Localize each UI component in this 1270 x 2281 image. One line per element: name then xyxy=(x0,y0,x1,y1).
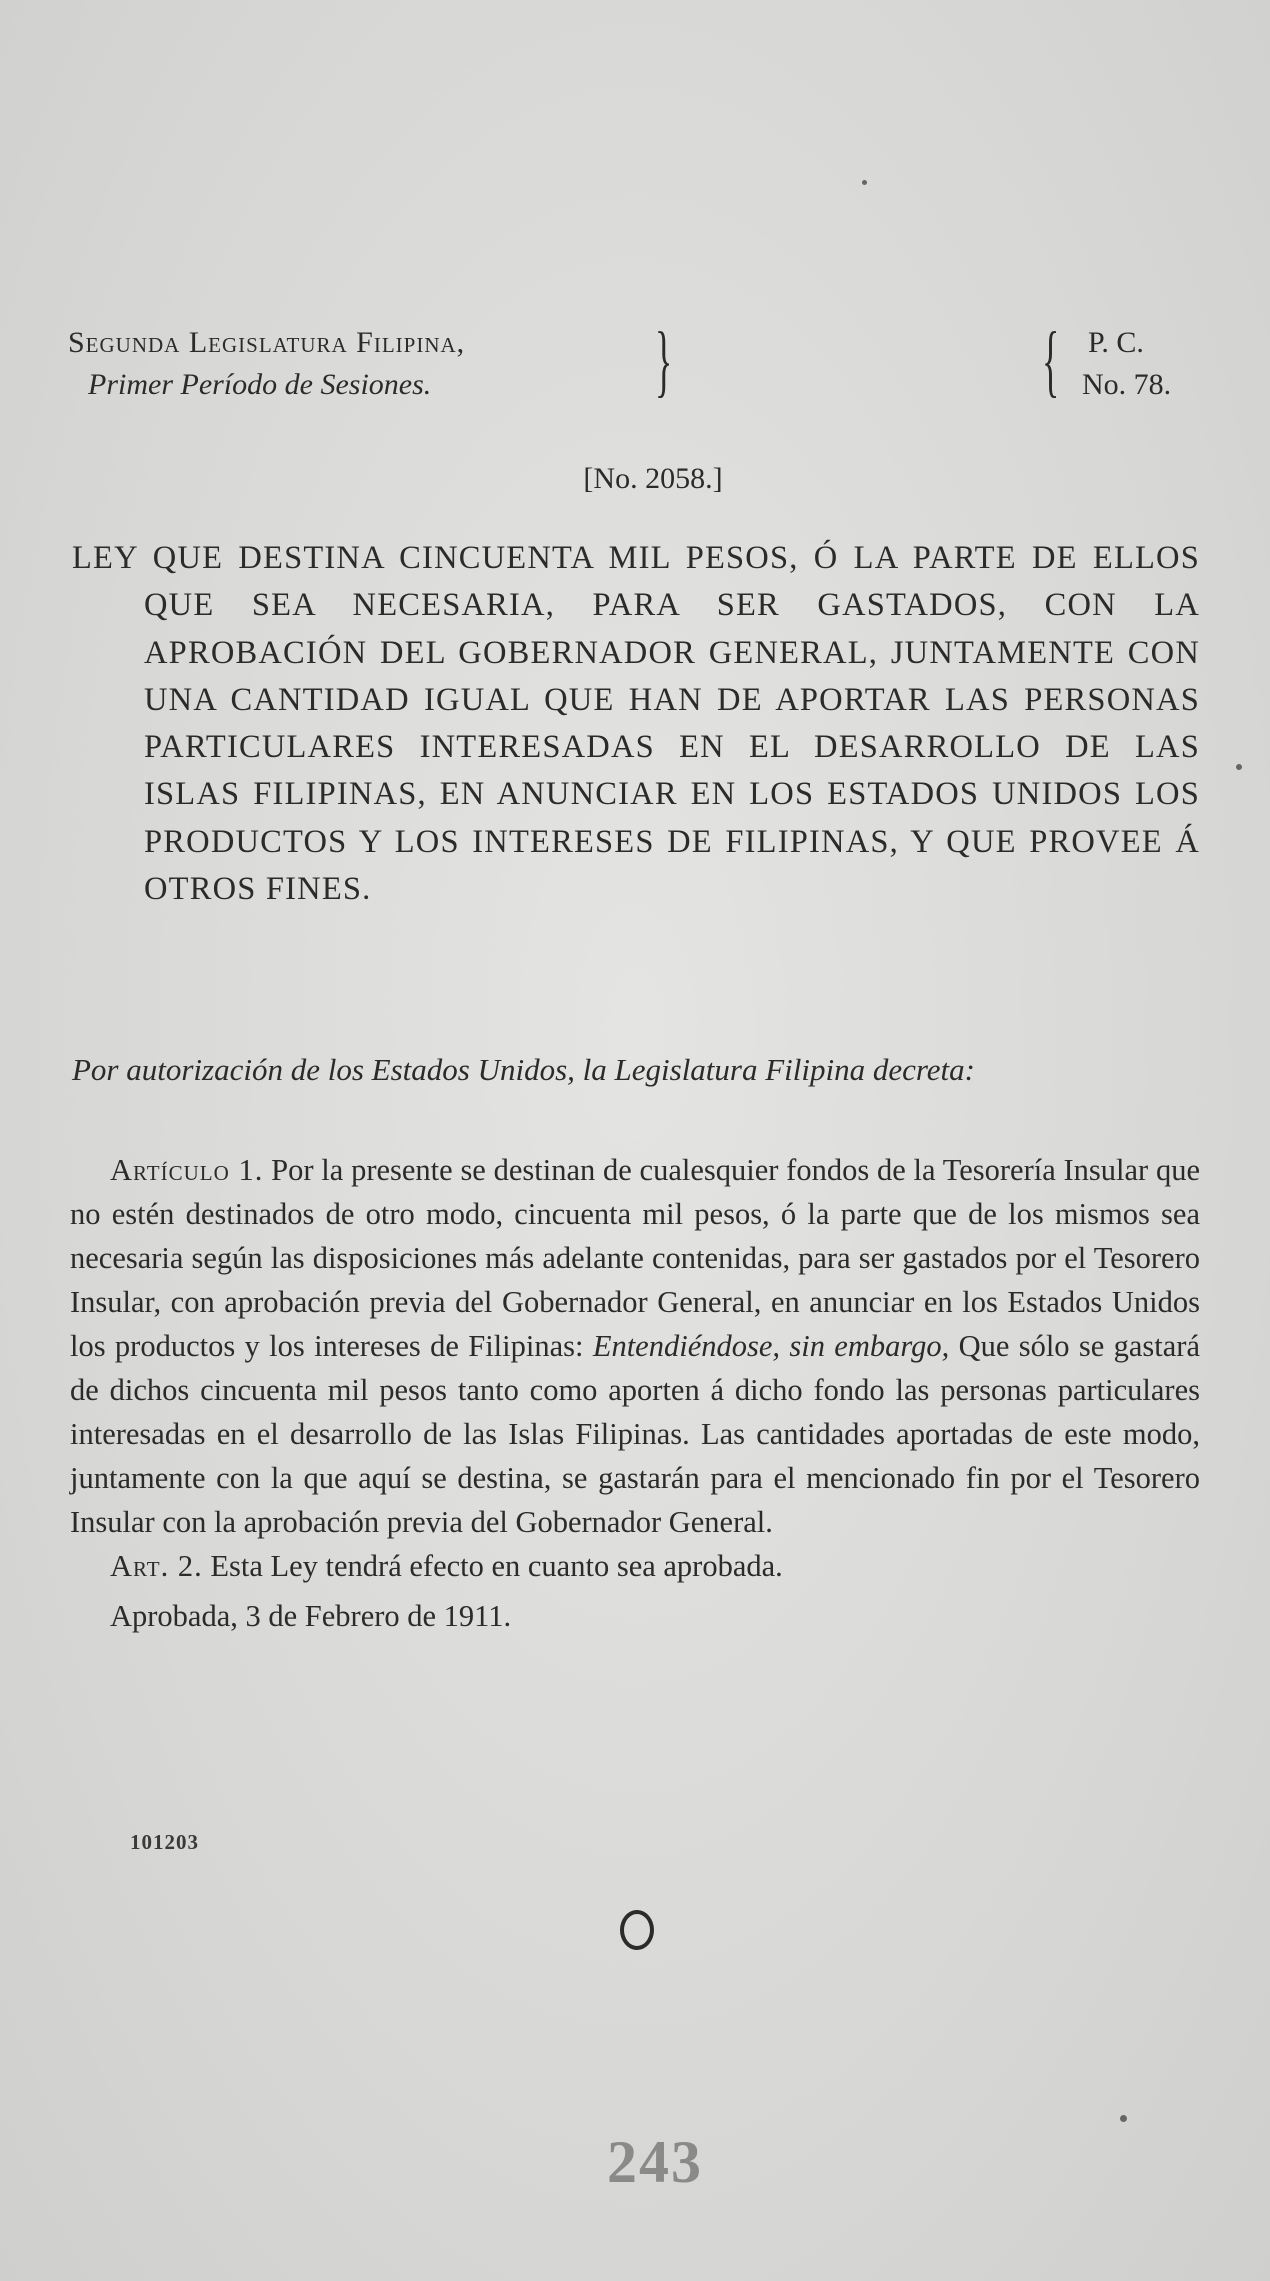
session-name: Primer Período de Sesiones. xyxy=(88,368,432,401)
bill-number: No. 78. xyxy=(1082,368,1172,401)
speck-mark xyxy=(1236,764,1242,770)
approval-date: Aprobada, 3 de Febrero de 1911. xyxy=(110,1599,512,1633)
article-1-text-part1: Por la presente se destinan de cualesquier fondos de la Tesorería Insular que no estén destinados de otro modo, cincuenta mil pesos, ó la parte que de los mismos sea necesaria según las disposiciones más adelante contenidas, para ser gastados por el Tesorero Insular, con aprobación previa del Gobernador General, en anunciar en los Estados Unidos los productos y los intereses de Filipinas: xyxy=(70,1153,1201,1363)
article-1-proviso: Entendiéndose, sin embargo, xyxy=(592,1329,950,1363)
article-1-text-part2: Que sólo se gastará de dichos cincuenta mil pesos tanto como aporten á dicho fondo las personas particulares interesadas en el desarrollo de las Islas Filipinas. Las cantidades aportadas de este modo, juntamente con la que aquí se destina, se gastarán para el mencionado fin por el Tesorero Insular con la aprobación previa del Gobernador General. xyxy=(70,1329,1200,1539)
enacting-clause: Por autorización de los Estados Unidos, la Legislatura Filipina decreta: xyxy=(72,1052,975,1087)
article-2 xyxy=(70,1544,1200,1588)
print-code: 101203 xyxy=(130,1830,199,1854)
article-2-label: Art. 2. xyxy=(110,1549,203,1583)
article-2-text: Esta Ley tendrá efecto en cuanto sea aprobada. xyxy=(210,1549,783,1583)
closing-brace: } xyxy=(655,317,673,405)
bill-reference xyxy=(1082,322,1171,406)
article-1-label: Artículo 1. xyxy=(110,1153,264,1187)
law-title: LEY QUE DESTINA CINCUENTA MIL PESOS, Ó LA PARTE DE ELLOS QUE SEA NECESARIA, PARA SER GASTADOS, CON LA APROBACIÓN DEL GOBERNADOR GENERAL, JUNTAMENTE CON UNA CANTIDAD IGUAL QUE HAN DE APORTAR LAS PERSONAS PARTICULARES INTERESADAS EN EL DESARROLLO DE LAS ISLAS FILIPINAS, EN ANUNCIAR EN LOS ESTADOS UNIDOS LOS PRODUCTOS Y LOS INTERESES DE FILIPINAS, Y QUE PROVEE Á OTROS FINES. xyxy=(72,540,1200,908)
speck-mark xyxy=(1120,2115,1127,2122)
page-number: 243 xyxy=(607,2129,703,2195)
legislature-header xyxy=(68,322,465,406)
law-body xyxy=(70,1148,1200,1638)
article-1 xyxy=(70,1148,1200,1544)
legislature-name: Segunda Legislatura Filipina, xyxy=(68,326,466,359)
end-mark-icon xyxy=(620,1910,654,1950)
speck-mark xyxy=(862,180,867,185)
opening-brace: { xyxy=(1042,317,1060,405)
bill-type: P. C. xyxy=(1088,326,1144,359)
law-number: [No. 2058.] xyxy=(583,462,723,495)
